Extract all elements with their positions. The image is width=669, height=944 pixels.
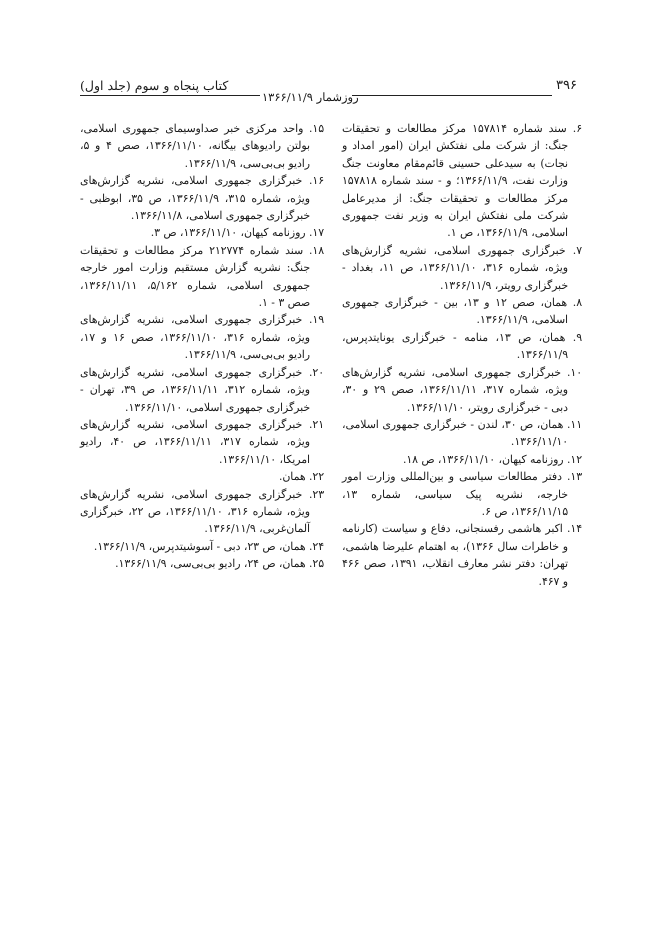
footnote-9: ۹. همان، ص ۱۳، منامه - خبرگزاری یونایتدپرس، ۱۳۶۶/۱۱/۹. bbox=[342, 330, 583, 362]
footnote-23: ۲۳. خبرگزاری جمهوری اسلامی، نشریه گزارش‌های ویژه، شماره ۳۱۶، ۱۳۶۶/۱۱/۱۰، ص ۲۲، خبرگزاری آلمان‌غربی، ۱۳۶۶/۱۱/۹. bbox=[80, 487, 324, 536]
footnote-14: ۱۴. اکبر هاشمی رفسنجانی، دفاع و سیاست (کارنامه و خاطرات سال ۱۳۶۶)، به اهتمام علیرضا هاشمی، تهران: دفتر نشر معارف انقلاب، ۱۳۹۱، صص ۴۶۶ و ۴۶۷. bbox=[342, 522, 582, 588]
running-title: روزشمار ۱۳۶۶/۱۱/۹ bbox=[262, 90, 359, 104]
footnote-12: ۱۲. روزنامه کیهان، ۱۳۶۶/۱۱/۱۰، ص ۱۸. bbox=[402, 452, 582, 466]
footnote-19: ۱۹. خبرگزاری جمهوری اسلامی، نشریه گزارش‌های ویژه، شماره ۳۱۶، ۱۳۶۶/۱۱/۱۰، صص ۱۶ و ۱۷، رادیو بی‌بی‌سی، ۱۳۶۶/۱۱/۹. bbox=[80, 313, 324, 362]
footnote-21: ۲۱. خبرگزاری جمهوری اسلامی، نشریه گزارش‌های ویژه، شماره ۳۱۷، ۱۳۶۶/۱۱/۱۱، ص ۴۰، رادیو امریکا، ۱۳۶۶/۱۱/۱۰. bbox=[80, 417, 324, 466]
page-number: ۳۹۶ bbox=[556, 78, 577, 93]
header-rule-right bbox=[352, 95, 552, 96]
footnote-8: ۸. همان، صص ۱۲ و ۱۳، بین - خبرگزاری جمهوری اسلامی، ۱۳۶۶/۱۱/۹. bbox=[342, 296, 583, 327]
notes-column-left bbox=[80, 120, 324, 573]
footnote-10: ۱۰. خبرگزاری جمهوری اسلامی، نشریه گزارش‌های ویژه، شماره ۳۱۷، ۱۳۶۶/۱۱/۱۱، صص ۲۹ و ۳۰، دبی - خبرگزاری رویتر، ۱۳۶۶/۱۱/۱۰. bbox=[342, 365, 582, 414]
header-rule-left bbox=[80, 95, 260, 96]
footnote-16: ۱۶. خبرگزاری جمهوری اسلامی، نشریه گزارش‌های ویژه، شماره ۳۱۵، ۱۳۶۶/۱۱/۹، ص ۳۵، ابوظبی - خبرگزاری جمهوری اسلامی، ۱۳۶۶/۱۱/۸. bbox=[80, 174, 324, 223]
footnote-25: ۲۵. همان، ص ۲۴، رادیو بی‌بی‌سی، ۱۳۶۶/۱۱/۹. bbox=[115, 557, 324, 571]
footnote-18: ۱۸. سند شماره ۲۱۲۷۷۴ مرکز مطالعات و تحقیقات جنگ: نشریه گزارش مستقیم وزارت امور خارجه جمهوری اسلامی، شماره ۵/۱۶۲، ۱۳۶۶/۱۱/۱۱، صص ۳ - ۱. bbox=[80, 243, 324, 310]
footnote-22: ۲۲. همان. bbox=[278, 470, 324, 484]
footnote-7: ۷. خبرگزاری جمهوری اسلامی، نشریه گزارش‌های ویژه، شماره ۳۱۶، ۱۳۶۶/۱۱/۱۰، ص ۱۱، بغداد - خبرگزاری رویتر، ۱۳۶۶/۱۱/۹. bbox=[342, 243, 582, 292]
book-title: کتاب پنجاه و سوم (جلد اول) bbox=[80, 78, 229, 93]
footnote-11: ۱۱. همان، ص ۳۰، لندن - خبرگزاری جمهوری اسلامی، ۱۳۶۶/۱۱/۱۰. bbox=[342, 417, 582, 449]
footnote-13: ۱۳. دفتر مطالعات سیاسی و بین‌المللی وزارت امور خارجه، نشریه پیک سیاسی، شماره ۱۳، ۱۳۶۶/۱۱/۱۵، ص ۶. bbox=[342, 470, 582, 518]
footnote-20: ۲۰. خبرگزاری جمهوری اسلامی، نشریه گزارش‌های ویژه، شماره ۳۱۲، ۱۳۶۶/۱۱/۱۱، ص ۳۹، تهران - خبرگزاری جمهوری اسلامی، ۱۳۶۶/۱۱/۱۰. bbox=[80, 365, 324, 414]
notes-column-right bbox=[342, 120, 582, 590]
footnote-17: ۱۷. روزنامه کیهان، ۱۳۶۶/۱۱/۱۰، ص ۳. bbox=[150, 226, 324, 240]
footnote-6: ۶. سند شماره ۱۵۷۸۱۴ مرکز مطالعات و تحقیقات جنگ: از شرکت ملی نفتکش ایران (امور امداد و نجات) به سیدعلی حسینی قائم‌مقام معاونت جنگ وزارت نفت، ۱۳۶۶/۱۱/۹؛ و - سند شماره ۱۵۷۸۱۸ مرکز مطالعات و تحقیقات جنگ: از مدیرعامل شرکت ملی نفتکش ایران به وزیر نفت جمهوری اسلامی، ۱۳۶۶/۱۱/۹، ص ۱. bbox=[342, 122, 582, 240]
footnote-15: ۱۵. واحد مرکزی خبر صداوسیمای جمهوری اسلامی، بولتن رادیوهای بیگانه، ۱۳۶۶/۱۱/۱۰، صص ۴ و ۵، رادیو بی‌بی‌سی، ۱۳۶۶/۱۱/۹. bbox=[80, 122, 324, 170]
footnote-24: ۲۴. همان، ص ۲۳، دبی - آسوشیتدپرس، ۱۳۶۶/۱۱/۹. bbox=[93, 539, 324, 553]
